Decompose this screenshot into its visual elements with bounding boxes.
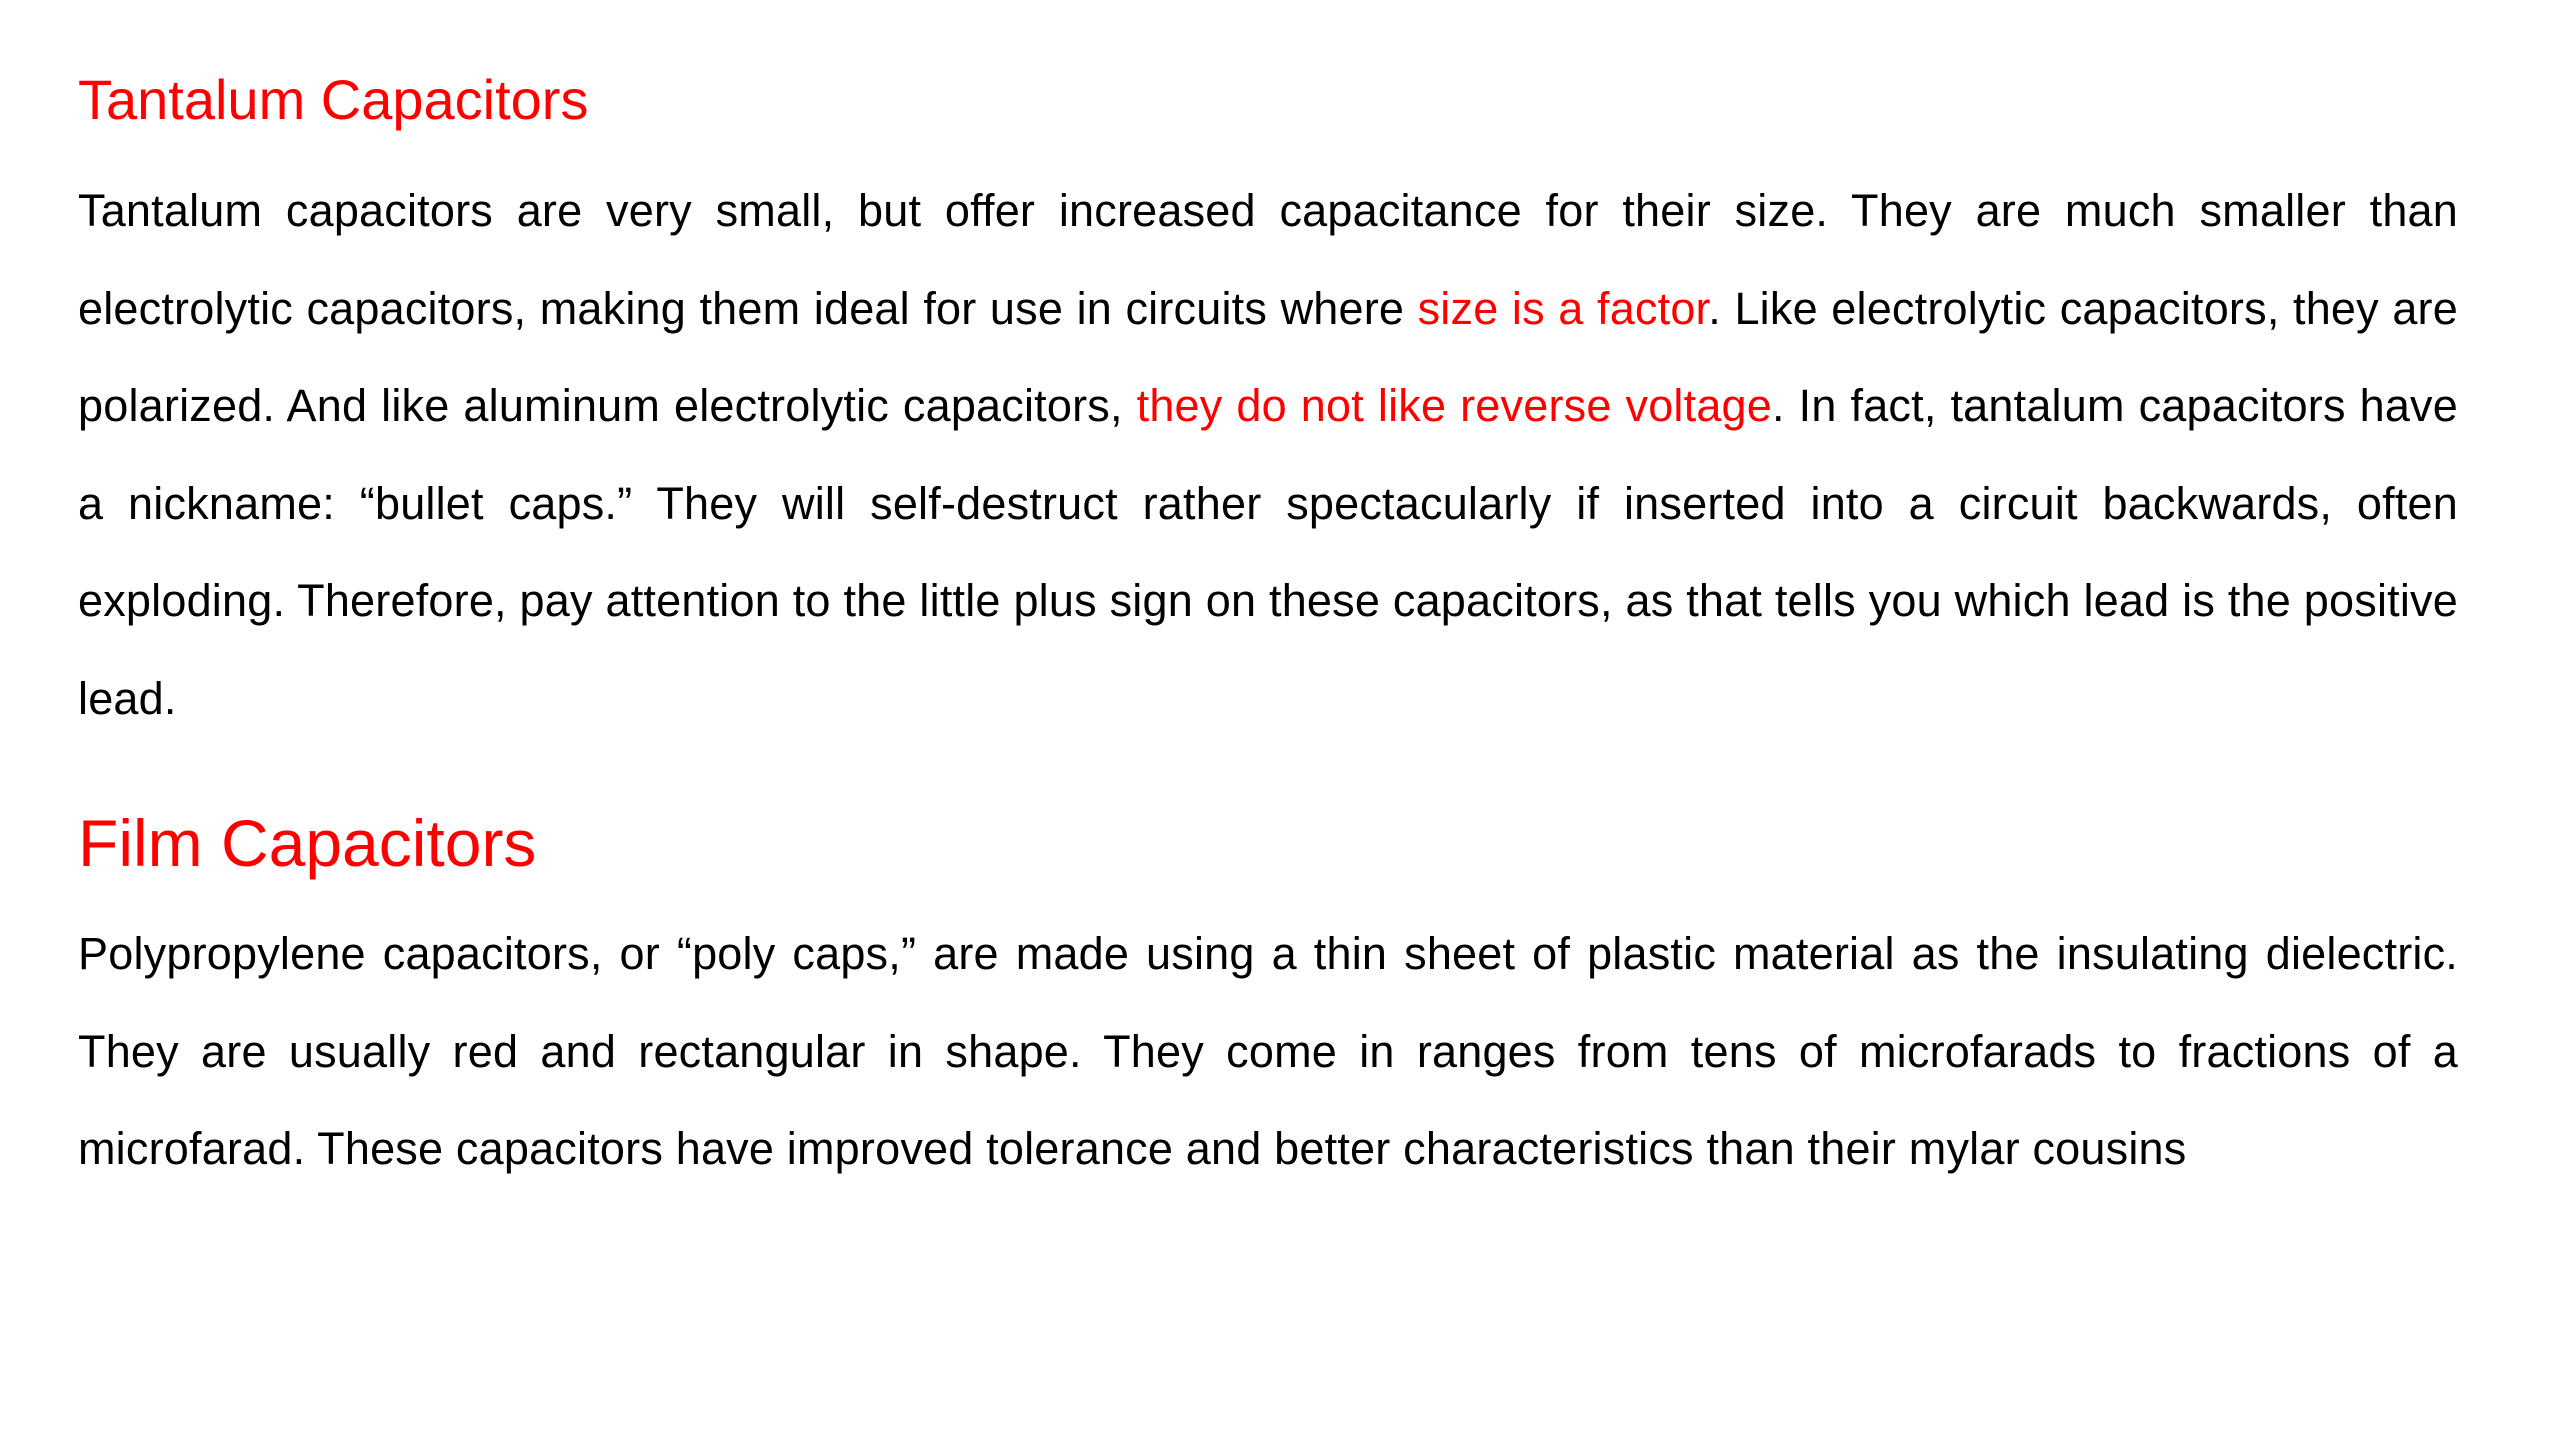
- slide-content: [78, 60, 2458, 1198]
- tantalum-text-3: . In fact, tantalum capacitors have a nickname: “bullet caps.” They will self-destruct rather spectacularly if inserted into a circuit backwards, often exploding. Therefore, pay attention to the little plus sign on these capacitors, as that tells you which lead is the positive lead.: [78, 380, 2458, 724]
- film-paragraph: Polypropylene capacitors, or “poly caps,” are made using a thin sheet of plastic material as the insulating dielectric. They are usually red and rectangular in shape. They come in ranges from tens of microfarads to fractions of a microfarad. These capacitors have improved tolerance and better characteristics than their mylar cousins: [78, 928, 2458, 1174]
- tantalum-highlight-reverse-voltage: they do not like reverse voltage: [1136, 380, 1773, 431]
- tantalum-heading: Tantalum Capacitors: [78, 68, 589, 131]
- film-heading: Film Capacitors: [78, 806, 537, 880]
- tantalum-highlight-size: size is a factor: [1417, 282, 1709, 334]
- tantalum-paragraph: [78, 162, 2458, 747]
- tantalum-text-1: Tantalum capacitors are very small, but offer increased capacitance for their size. They are much smaller than electrolytic capacitors, making them ideal for use in circuits where: [78, 185, 2458, 334]
- tantalum-text-2: . Like electrolytic capacitors, they are polarized. And like aluminum electrolytic capacitors,: [78, 282, 2458, 431]
